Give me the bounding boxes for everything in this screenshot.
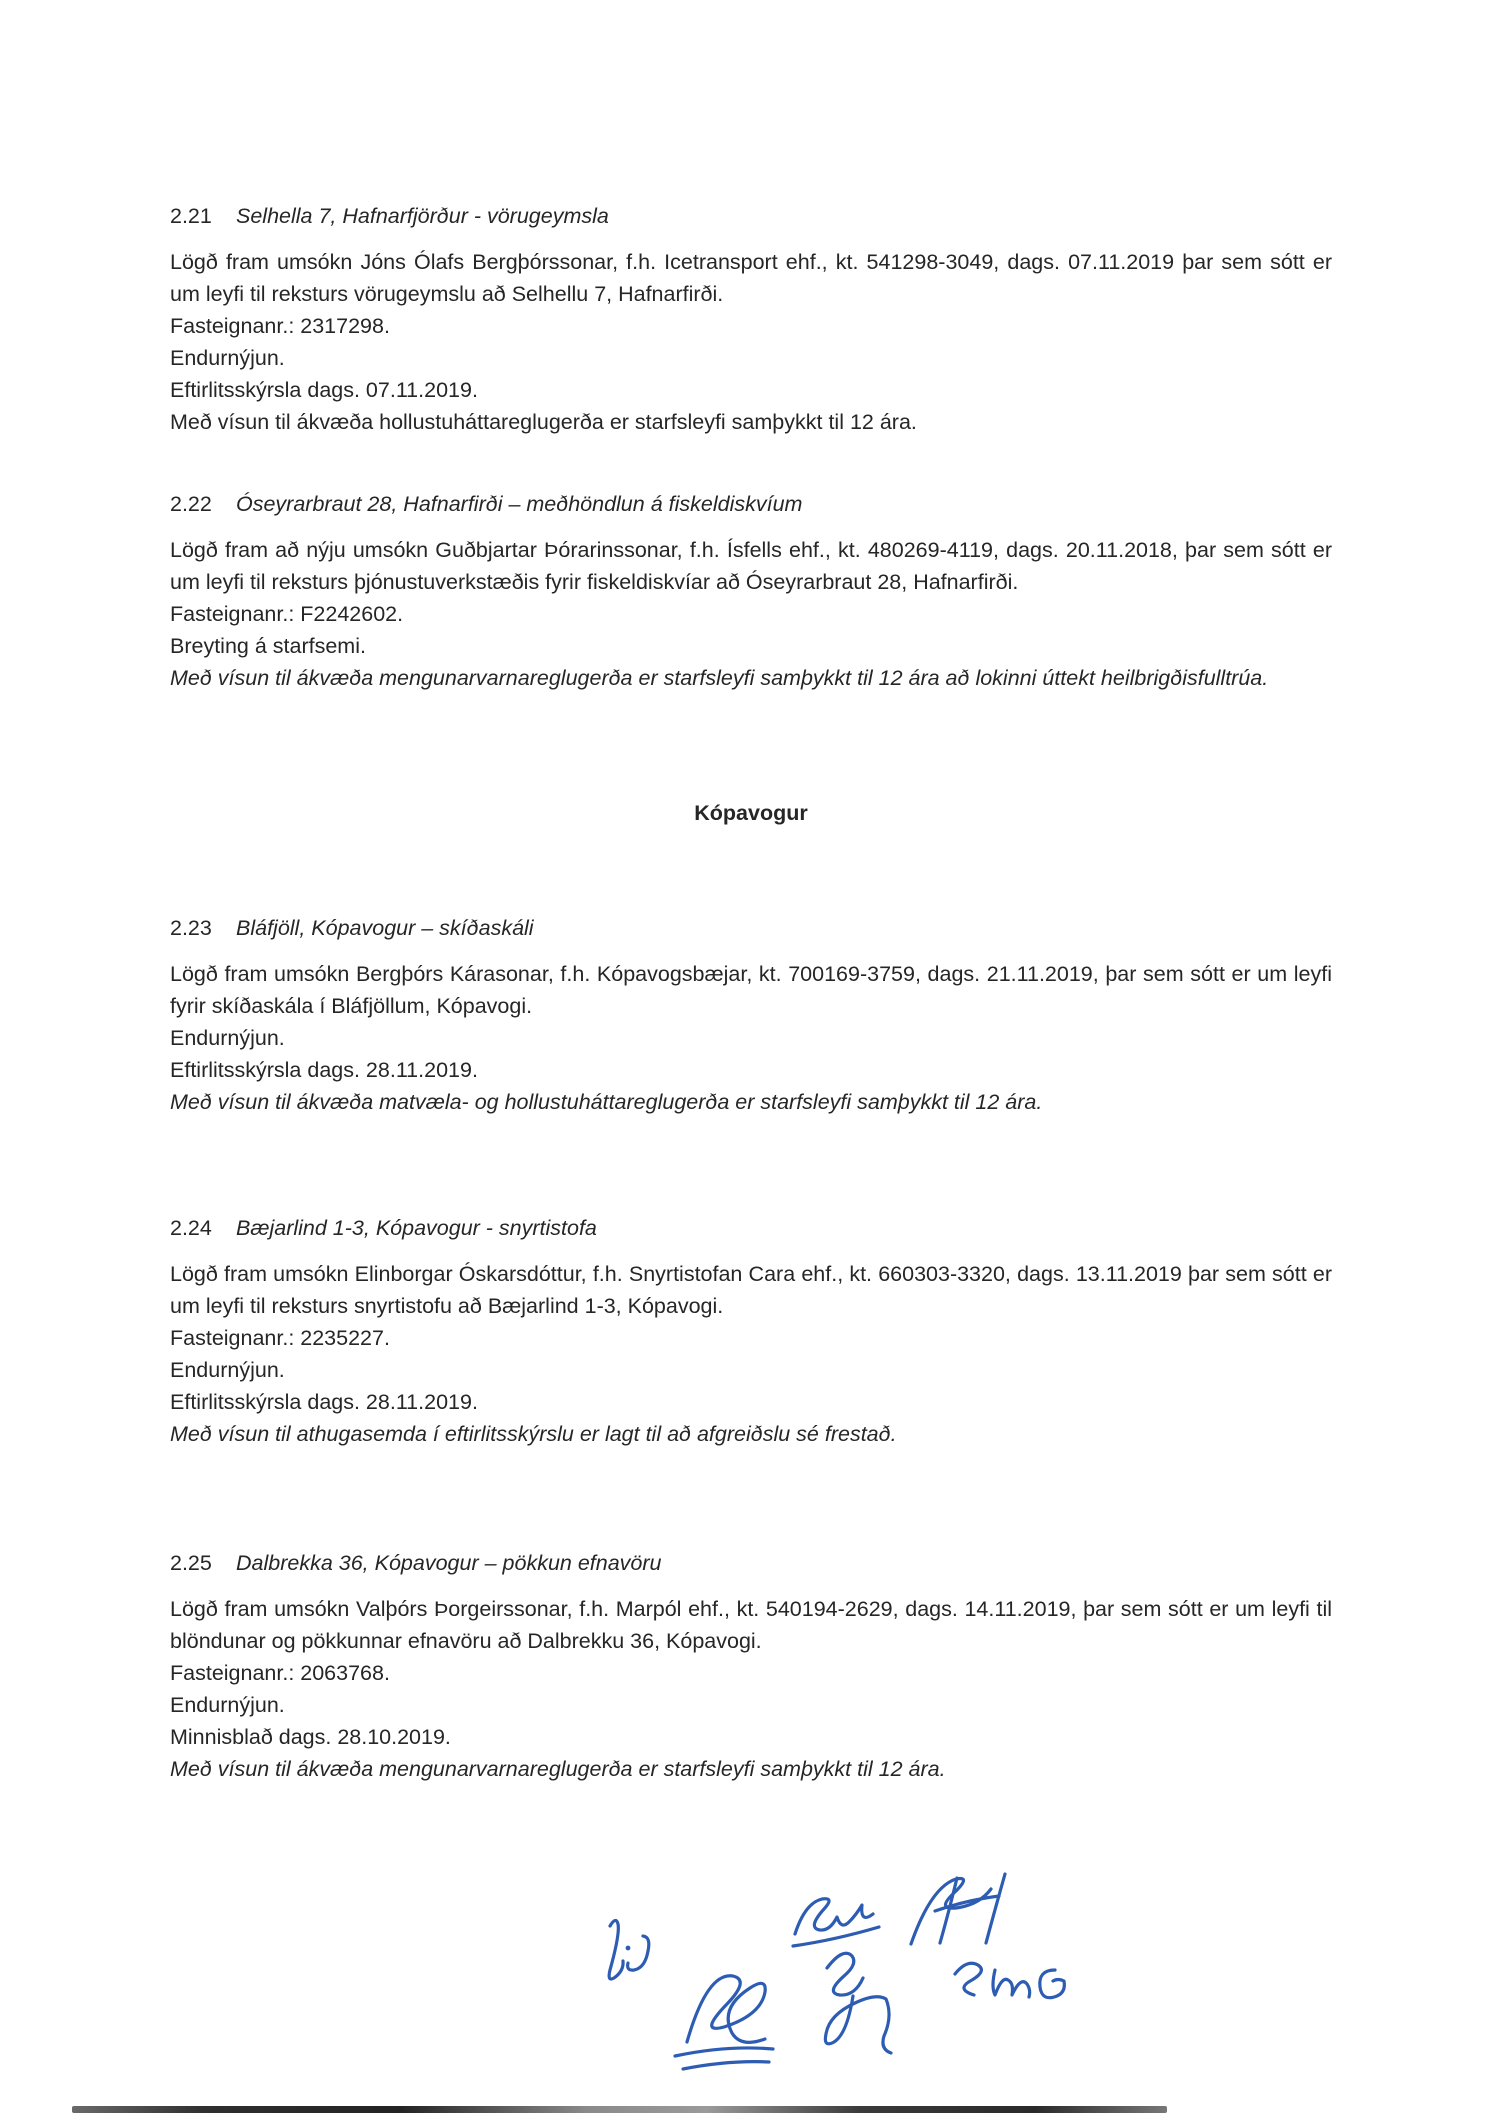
signature-stroke [628, 1936, 649, 1970]
body-text: Eftirlitsskýrsla dags. 07.11.2019. [170, 378, 478, 402]
body-text: Endurnýjun. [170, 346, 285, 370]
signature-stroke [827, 1953, 863, 1995]
section-number: 2.24 [170, 1216, 212, 1240]
section-title: Óseyrarbraut 28, Hafnarfirði – meðhöndlun á fiskeldiskvíum [236, 492, 803, 516]
signature-stroke [609, 1920, 623, 1979]
signature-stroke [683, 2062, 769, 2069]
resolution-text: Með vísun til ákvæða mengunarvarnareglugerða er starfsleyfi samþykkt til 12 ára. [170, 1757, 946, 1781]
handwritten-signatures [555, 1848, 1085, 2093]
signature-stroke [993, 1970, 1030, 1997]
body-text: Endurnýjun. [170, 1693, 285, 1717]
body-text: Fasteignanr.: F2242602. [170, 602, 404, 626]
section-title: Selhella 7, Hafnarfjörður - vörugeymsla [236, 204, 609, 228]
agenda-item-2.25 [170, 1547, 1332, 1785]
body-text: Fasteignanr.: 2317298. [170, 314, 390, 338]
resolution-text: Með vísun til athugasemda í eftirlitsskýrslu er lagt til að afgreiðslu sé frestað. [170, 1422, 897, 1446]
section-heading [170, 1212, 1332, 1244]
section-heading [170, 488, 1332, 520]
section-heading [170, 912, 1332, 944]
agenda-item-2.24 [170, 1212, 1332, 1450]
resolution-text: Með vísun til ákvæða mengunarvarnareglugerða er starfsleyfi samþykkt til 12 ára að lokinni úttekt heilbrigðisfulltrúa. [170, 666, 1269, 690]
signature-stroke [986, 1874, 1005, 1943]
section-number: 2.25 [170, 1551, 212, 1575]
section-title: Bláfjöll, Kópavogur – skíðaskáli [236, 916, 534, 940]
body-text: Með vísun til ákvæða hollustuháttareglugerða er starfsleyfi samþykkt til 12 ára. [170, 410, 917, 434]
signature-stroke [675, 2048, 773, 2056]
agenda-item-2.21 [170, 200, 1332, 438]
signature-stroke [795, 1899, 873, 1934]
body-text: Lögð fram umsókn Valþórs Þorgeirssonar, f.h. Marpól ehf., kt. 540194-2629, dags. 14.11.2019, þar sem sótt er um leyfi til blöndunar og pökkunnar efnavöru að Dalbrekku 36, Kópavogi. [170, 1597, 1332, 1653]
document-body [170, 200, 1332, 1785]
signature-stroke [911, 1879, 991, 1945]
body-text: Lögð fram að nýju umsókn Guðbjartar Þórarinssonar, f.h. Ísfells ehf., kt. 480269-4119, dags. 20.11.2018, þar sem sótt er um leyfi til reksturs þjónustuverkstæðis fyrir fiskeldiskvíar að Óseyrarbraut 28, Hafnarfirði. [170, 538, 1332, 594]
resolution-text: Með vísun til ákvæða matvæla- og hollustuháttareglugerða er starfsleyfi samþykkt til 12 ára. [170, 1090, 1043, 1114]
body-text: Lögð fram umsókn Elinborgar Óskarsdóttur, f.h. Snyrtistofan Cara ehf., kt. 660303-3320, dags. 13.11.2019 þar sem sótt er um leyfi til reksturs snyrtistofu að Bæjarlind 1-3, Kópavogi. [170, 1262, 1332, 1318]
signature-stroke [687, 1976, 765, 2043]
body-text: Minnisblað dags. 28.10.2019. [170, 1725, 451, 1749]
signature-stroke [1040, 1970, 1065, 1998]
body-text: Endurnýjun. [170, 1026, 285, 1050]
signature-stroke [825, 1996, 891, 2053]
section-title: Dalbrekka 36, Kópavogur – pökkun efnavöru [236, 1551, 662, 1575]
section-number: 2.22 [170, 492, 212, 516]
section-number: 2.21 [170, 204, 212, 228]
agenda-item-2.22 [170, 488, 1332, 694]
body-text: Eftirlitsskýrsla dags. 28.11.2019. [170, 1058, 478, 1082]
section-number: 2.23 [170, 916, 212, 940]
agenda-item-2.23 [170, 912, 1332, 1118]
body-text: Lögð fram umsókn Bergþórs Kárasonar, f.h. Kópavogsbæjar, kt. 700169-3759, dags. 21.11.2019, þar sem sótt er um leyfi fyrir skíðaskála í Bláfjöllum, Kópavogi. [170, 962, 1332, 1018]
signature-stroke [793, 1927, 879, 1946]
body-text: Lögð fram umsókn Jóns Ólafs Bergþórssonar, f.h. Icetransport ehf., kt. 541298-3049, dags. 07.11.2019 þar sem sótt er um leyfi til reksturs vörugeymslu að Selhellu 7, Hafnarfirði. [170, 250, 1332, 306]
body-text: Breyting á starfsemi. [170, 634, 366, 658]
body-text: Endurnýjun. [170, 1358, 285, 1382]
section-heading [170, 200, 1332, 232]
scan-artifact-edge [72, 2106, 1167, 2113]
signature-stroke [955, 1963, 981, 1995]
signature-stroke [626, 1946, 631, 1951]
signature-ink-svg [555, 1848, 1085, 2093]
section-title: Bæjarlind 1-3, Kópavogur - snyrtistofa [236, 1216, 597, 1240]
body-text: Fasteignanr.: 2235227. [170, 1326, 390, 1350]
section-heading [170, 1547, 1332, 1579]
body-text: Eftirlitsskýrsla dags. 28.11.2019. [170, 1390, 478, 1414]
body-text: Fasteignanr.: 2063768. [170, 1661, 390, 1685]
city-heading: Kópavogur [694, 801, 808, 825]
